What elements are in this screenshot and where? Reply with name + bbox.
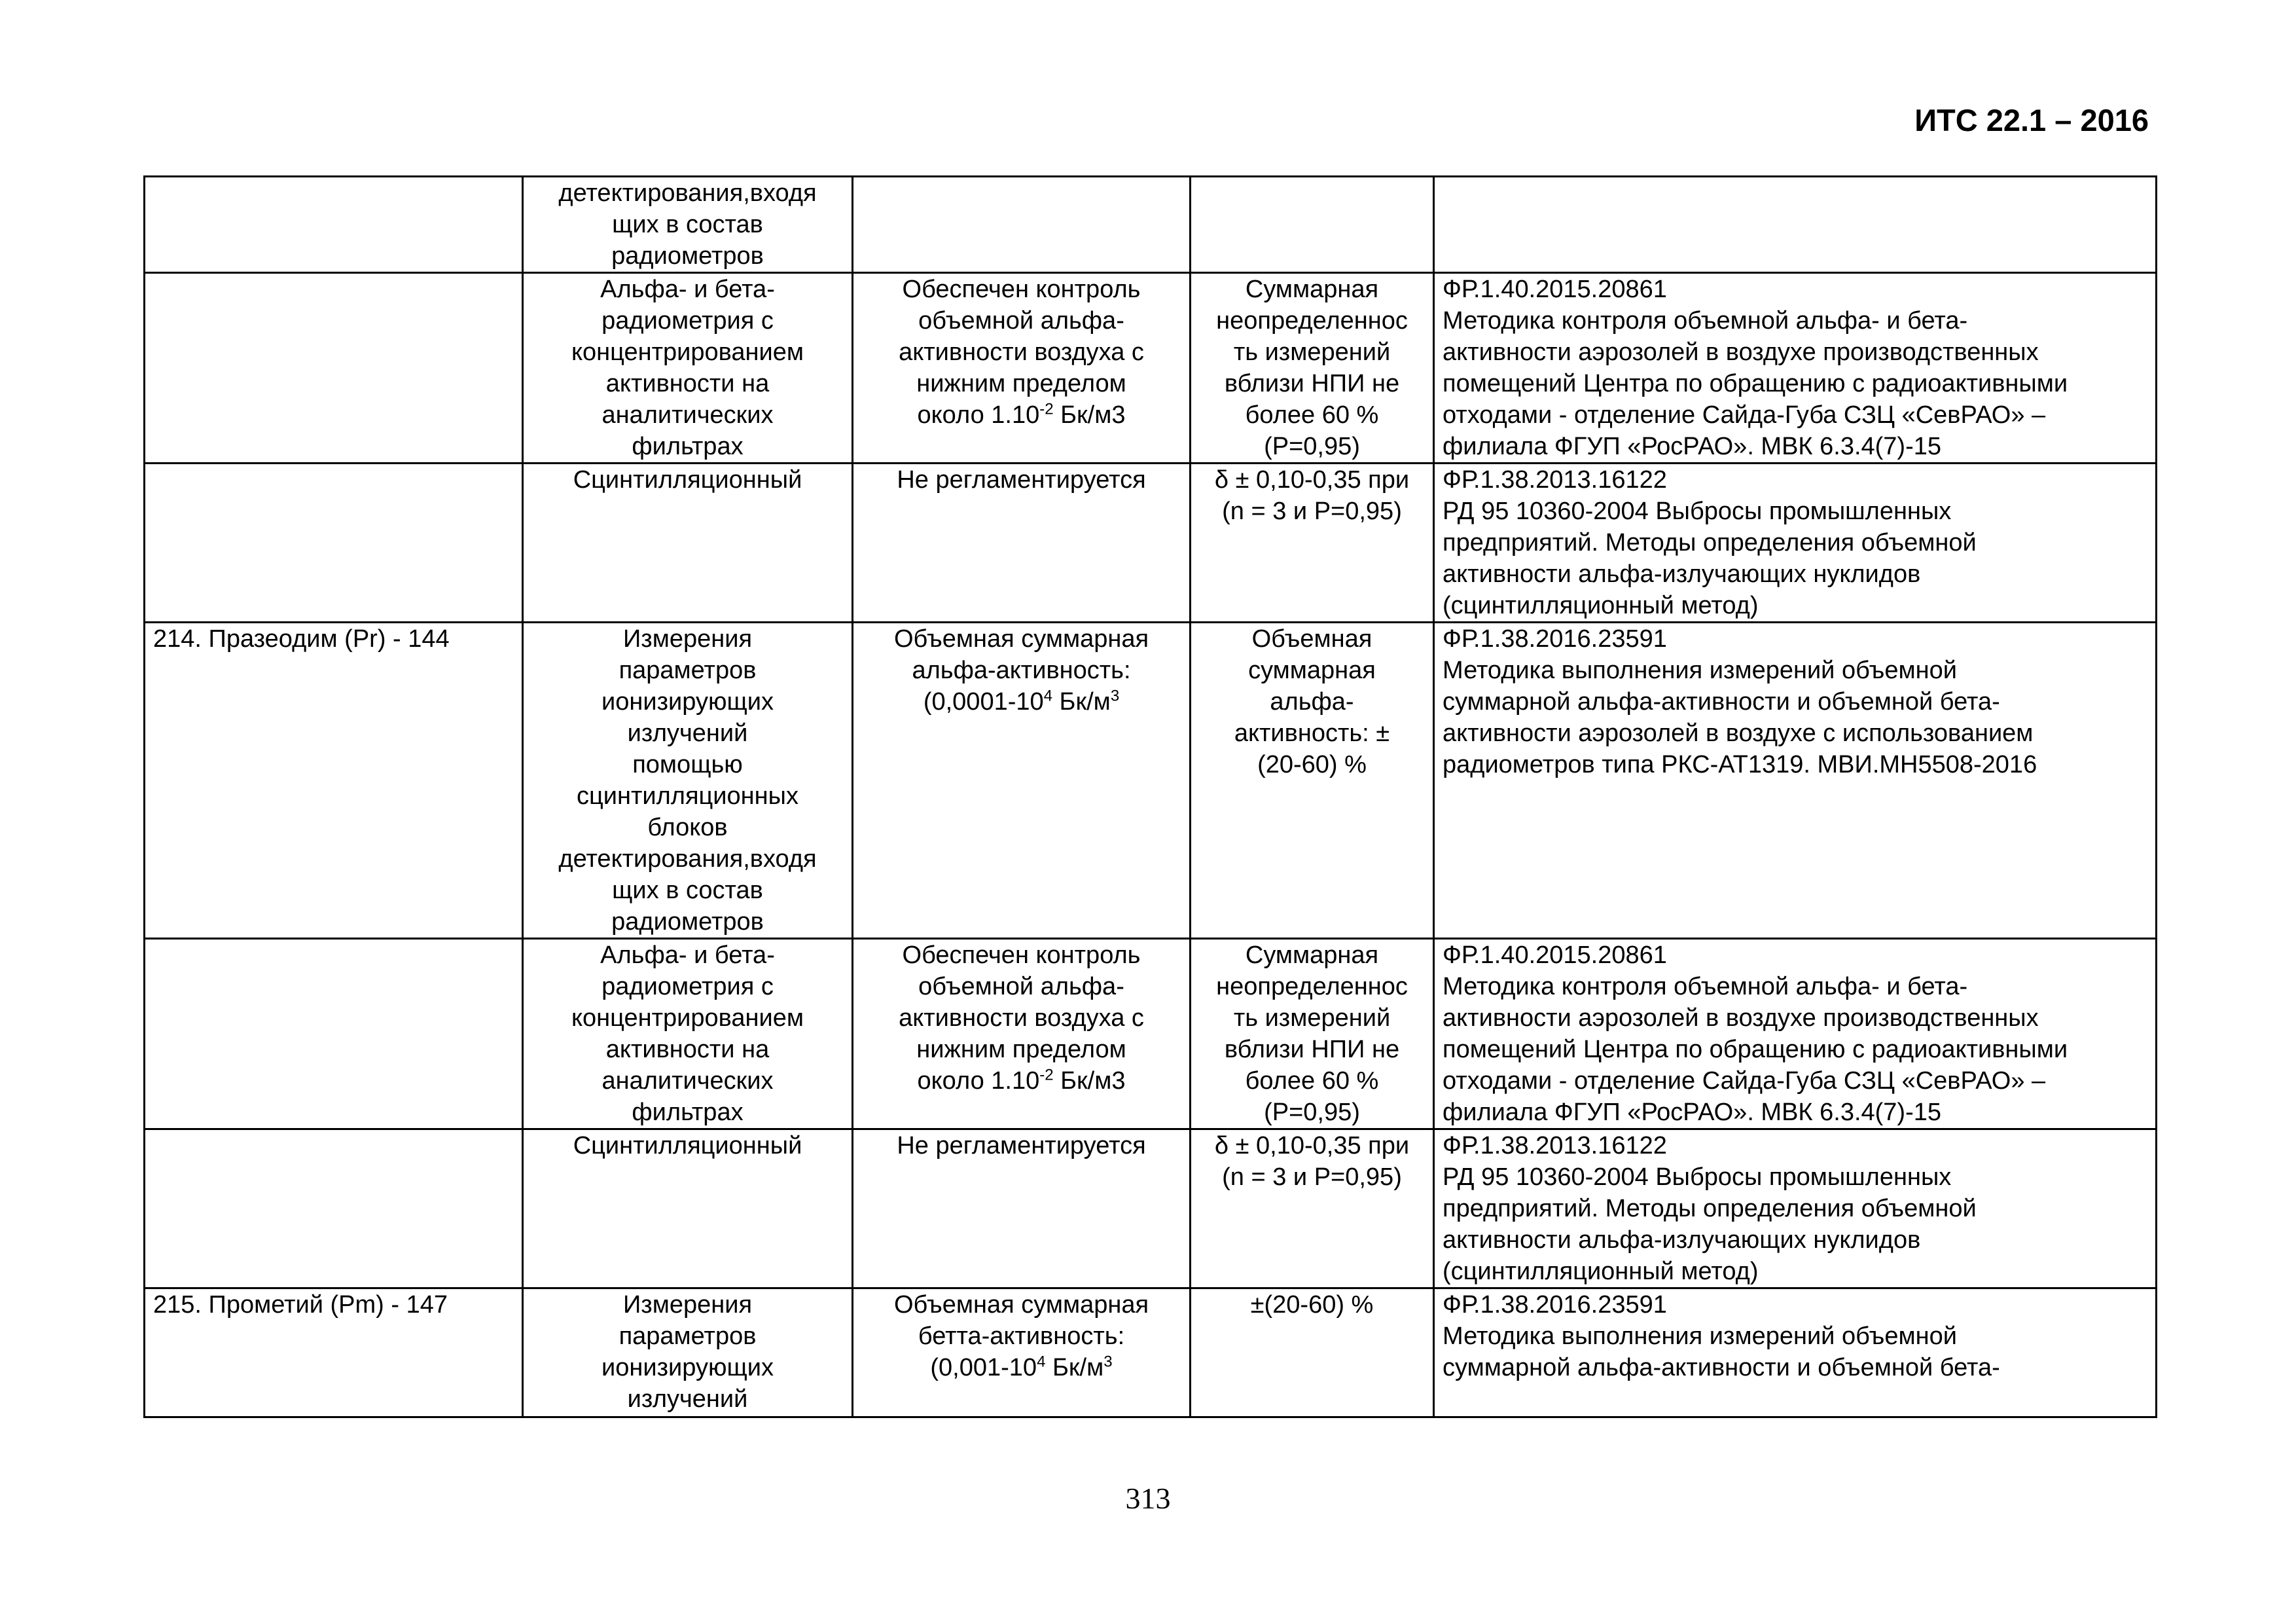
method-cell: Альфа- и бета- радиометрия с концентрированием активности на аналитических фильтрах	[523, 273, 853, 464]
error-cell: δ ± 0,10-0,35 при (n = 3 и P=0,95)	[1191, 1129, 1434, 1288]
range-line: альфа-активность:	[912, 657, 1131, 684]
document-text: Методика контроля объемной альфа- и бета- активности аэрозолей в воздухе производственных помещений Центра по обращению с радиоактивными отходами - отделение Сайда-Губа СЗЦ «СевРАО» – филиала ФГУП «РосРАО». МВК 6.3.4(7)-15	[1443, 307, 2068, 460]
document-code: ФР.1.38.2016.23591	[1443, 1291, 1667, 1319]
range-line: Обеспечен контроль	[902, 941, 1141, 969]
page-number: 313	[1125, 1482, 1171, 1515]
document-code: ФР.1.38.2016.23591	[1443, 625, 1667, 653]
range-line: объемной альфа-	[918, 973, 1124, 1000]
error-cell: δ ± 0,10-0,35 при (n = 3 и P=0,95)	[1191, 464, 1434, 623]
range-cell	[853, 273, 1191, 464]
range-line: объемной альфа-	[918, 307, 1124, 335]
table-row	[145, 1129, 2157, 1288]
document-cell	[1434, 1288, 2157, 1417]
document-cell	[1434, 1129, 2157, 1288]
range-line: Объемная суммарная	[893, 625, 1149, 653]
table-row	[145, 177, 2157, 273]
document-id-header: ИТС 22.1 – 2016	[1914, 103, 2149, 137]
range-cell	[853, 1288, 1191, 1417]
range-line: Обеспечен контроль	[902, 276, 1141, 303]
range-line: бетта-активность:	[918, 1322, 1125, 1350]
document-cell	[1434, 939, 2157, 1129]
range-limit-line: около $1.10^{-2}$ Бк/м3	[917, 400, 1126, 429]
document-cell	[1434, 273, 2157, 464]
range-line: активности воздуха с	[899, 1004, 1144, 1032]
table-row	[145, 623, 2157, 939]
document-text: РД 95 10360-2004 Выбросы промышленных предприятий. Методы определения объемной активности альфа-излучающих нуклидов (сцинтилляционный метод)	[1443, 1163, 1977, 1285]
table-row	[145, 939, 2157, 1129]
range-cell	[853, 623, 1191, 939]
error-cell: Суммарная неопределеннос ть измерений вблизи НПИ не более 60 % (P=0,95)	[1191, 273, 1434, 464]
method-cell: Альфа- и бета- радиометрия с концентрированием активности на аналитических фильтрах	[523, 939, 853, 1129]
method-cell: детектирования,входя щих в состав радиометров	[523, 177, 853, 273]
range-limit-line: ($0,001-10^4$ $Бк/м^3$	[930, 1353, 1113, 1381]
document-code: ФР.1.40.2015.20861	[1443, 276, 1667, 303]
range-line: нижним пределом	[916, 1036, 1126, 1063]
document-code: ФР.1.40.2015.20861	[1443, 941, 1667, 969]
element-cell: 214. Празеодим (Pr) - 144	[145, 623, 523, 939]
element-cell	[145, 939, 523, 1129]
document-text: РД 95 10360-2004 Выбросы промышленных предприятий. Методы определения объемной активности альфа-излучающих нуклидов (сцинтилляционный метод)	[1443, 498, 1977, 619]
range-limit-line: ($0,0001-10^4$ $Бк/м^3$	[923, 687, 1120, 716]
range-cell: Не регламентируется	[853, 464, 1191, 623]
range-cell	[853, 177, 1191, 273]
table-row	[145, 273, 2157, 464]
document-text: Методика контроля объемной альфа- и бета- активности аэрозолей в воздухе производственных помещений Центра по обращению с радиоактивными отходами - отделение Сайда-Губа СЗЦ «СевРАО» – филиала ФГУП «РосРАО». МВК 6.3.4(7)-15	[1443, 973, 2068, 1126]
element-cell	[145, 177, 523, 273]
range-cell: Не регламентируется	[853, 1129, 1191, 1288]
error-cell: ±(20-60) %	[1191, 1288, 1434, 1417]
range-line: Объемная суммарная	[893, 1291, 1149, 1319]
error-cell	[1191, 177, 1434, 273]
range-line: активности воздуха с	[899, 338, 1144, 366]
element-cell: 215. Прометий (Pm) - 147	[145, 1288, 523, 1417]
error-cell: Суммарная неопределеннос ть измерений вблизи НПИ не более 60 % (P=0,95)	[1191, 939, 1434, 1129]
range-line: нижним пределом	[916, 370, 1126, 397]
table-row	[145, 1288, 2157, 1417]
document-text: Методика выполнения измерений объемной суммарной альфа-активности и объемной бета-	[1443, 1322, 2000, 1381]
document-cell	[1434, 177, 2157, 273]
table-row	[145, 464, 2157, 623]
element-cell	[145, 273, 523, 464]
document-cell	[1434, 623, 2157, 939]
range-cell	[853, 939, 1191, 1129]
document-cell	[1434, 464, 2157, 623]
range-limit-line: около $1.10^{-2}$ Бк/м3	[917, 1066, 1126, 1095]
document-code: ФР.1.38.2013.16122	[1443, 466, 1667, 494]
method-cell: Измерения параметров ионизирующих излучений	[523, 1288, 853, 1417]
element-cell	[145, 1129, 523, 1288]
error-cell: Объемная суммарная альфа- активность: ± (20-60) %	[1191, 623, 1434, 939]
document-text: Методика выполнения измерений объемной суммарной альфа-активности и объемной бета- активности аэрозолей в воздухе с использованием радиометров типа РКС-АТ1319. МВИ.МН5508-2016	[1443, 657, 2037, 778]
methods-table	[143, 175, 2157, 1418]
method-cell: Сцинтилляционный	[523, 1129, 853, 1288]
method-cell: Сцинтилляционный	[523, 464, 853, 623]
document-code: ФР.1.38.2013.16122	[1443, 1132, 1667, 1159]
element-cell	[145, 464, 523, 623]
method-cell: Измерения параметров ионизирующих излучений помощью сцинтилляционных блоков детектирования,входя щих в состав радиометров	[523, 623, 853, 939]
